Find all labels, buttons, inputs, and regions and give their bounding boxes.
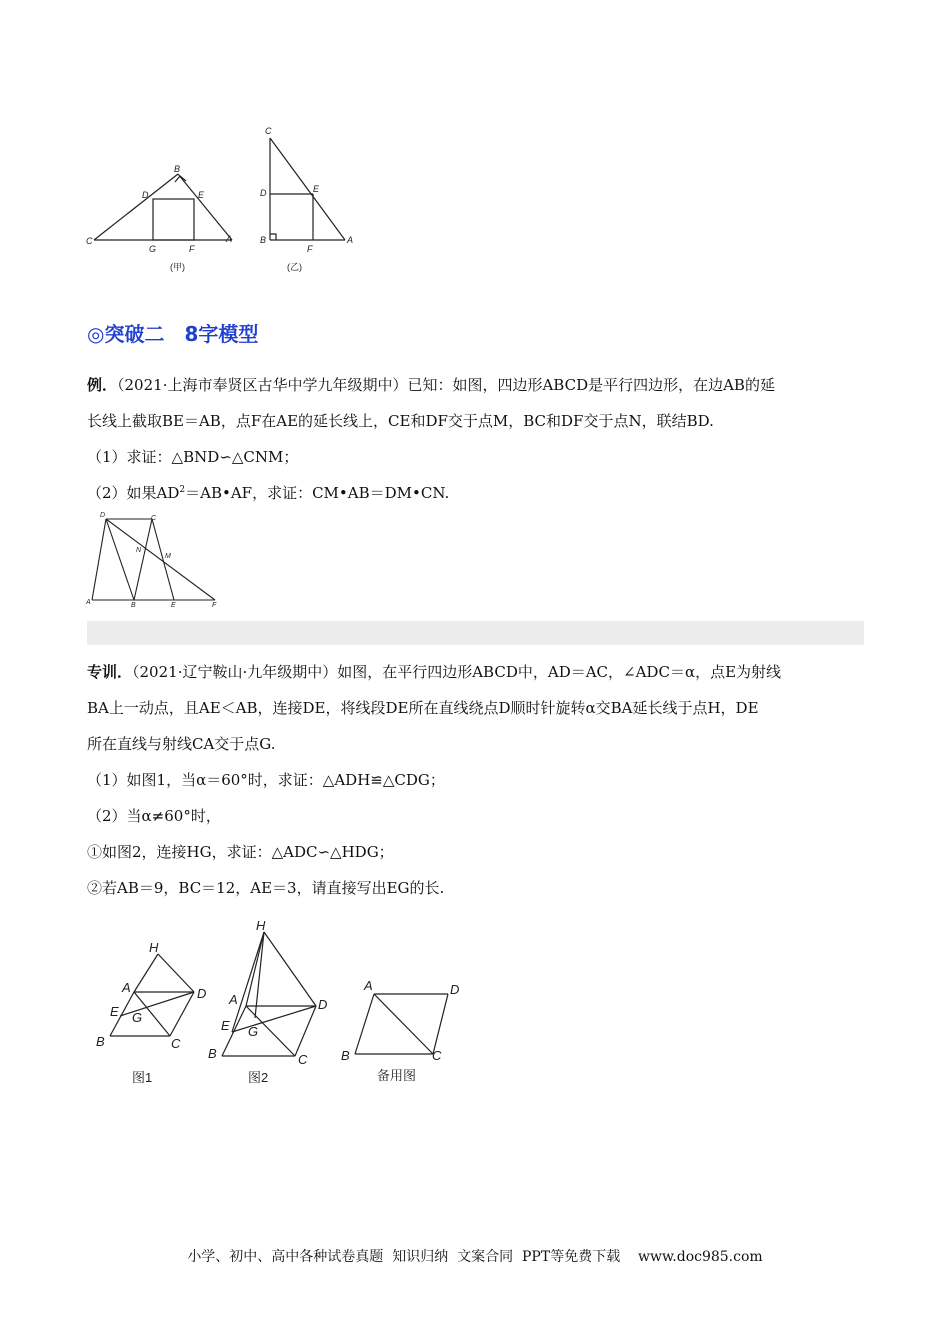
point-label: D: [197, 986, 207, 1001]
example-line-2: 长线上截取BE＝AB，点F在AE的延长线上，CE和DF交于点M，BC和DF交于点N，联结BD.: [87, 412, 714, 430]
separator-band: [87, 621, 864, 645]
point-label: A: [226, 234, 233, 244]
point-label: B: [96, 1034, 105, 1049]
training-line-2: BA上一动点，且AE＜AB，连接DE，将线段DE所在直线绕点D顺时针旋转α交BA延长线于点H，DE: [87, 699, 759, 717]
training-figure-3: [335, 970, 475, 1086]
point-label: B: [341, 1048, 350, 1063]
figure-caption: 图1: [132, 1070, 153, 1085]
point-label: M: [165, 553, 171, 560]
point-label: C: [432, 1048, 442, 1063]
point-label: E: [313, 184, 320, 194]
point-label: A: [364, 978, 373, 993]
point-label: E: [198, 190, 205, 200]
point-label: D: [142, 190, 149, 200]
point-label: C: [86, 236, 93, 246]
point-label: C: [298, 1052, 308, 1067]
training-line-1: [87, 661, 781, 682]
example-figure: [84, 508, 224, 612]
point-label: F: [189, 244, 195, 254]
example-q2-sup: 2: [179, 485, 186, 495]
training-line-3: 所在直线与射线CA交于点G.: [87, 735, 276, 753]
point-label: H: [149, 940, 159, 955]
point-label: E: [221, 1018, 230, 1033]
point-label: A: [122, 980, 131, 995]
point-label: H: [256, 918, 266, 933]
training-q2-1: ①如图2，连接HG，求证：△ADC∽△HDG；: [87, 843, 394, 861]
example-q1: （1）求证：△BND∽△CNM；: [87, 448, 299, 466]
training-q2-2: ②若AB＝9，BC＝12，AE＝3，请直接写出EG的长.: [87, 879, 445, 897]
figure-caption: 备用图: [377, 1068, 417, 1083]
point-label: D: [450, 982, 460, 997]
example-text-1: （2021·上海市奉贤区古华中学九年级期中）已知：如图，四边形ABCD是平行四边形，在边AB的延: [117, 376, 775, 394]
point-label: A: [229, 992, 238, 1007]
point-label: N: [136, 547, 142, 554]
page-footer: 小学、初中、高中各种试卷真题 知识归纳 文案合同 PPT等免费下载 www.doc985.com: [187, 1249, 763, 1265]
point-label: E: [171, 602, 176, 609]
point-label: B: [208, 1046, 217, 1061]
section-title: ◎突破二 8字模型: [87, 322, 259, 346]
point-label: A: [347, 235, 354, 245]
example-label: 例．: [87, 376, 118, 394]
point-label: B: [260, 235, 267, 245]
example-q2-a: （2）如果AD: [87, 484, 180, 502]
figure-caption: (甲): [170, 262, 185, 272]
point-label: G: [248, 1024, 259, 1039]
figure-caption: (乙): [287, 262, 302, 272]
point-label: B: [131, 602, 136, 609]
point-label: C: [265, 126, 272, 136]
training-q2: （2）当α≠60°时，: [87, 807, 221, 825]
example-q2: [87, 482, 449, 503]
point-label: A: [86, 599, 91, 606]
example-q2-b: ＝AB•AF，求证：CM•AB＝DM•CN.: [185, 484, 450, 502]
point-label: F: [212, 602, 217, 609]
point-label: B: [174, 164, 181, 174]
point-label: G: [132, 1010, 143, 1025]
example-line-1: [87, 374, 775, 395]
point-label: G: [149, 244, 157, 254]
training-label: 专训．: [87, 663, 133, 681]
point-label: E: [110, 1004, 119, 1019]
figure-caption: 图2: [248, 1070, 269, 1085]
point-label: F: [307, 244, 313, 254]
point-label: D: [260, 188, 267, 198]
training-text-1: （2021·辽宁鞍山·九年级期中）如图，在平行四边形ABCD中，AD＝AC，∠ADC＝α，点E为射线: [132, 663, 782, 681]
point-label: C: [151, 515, 157, 522]
point-label: C: [171, 1036, 181, 1051]
figure-jia: [80, 160, 250, 280]
figure-yi: [255, 124, 365, 280]
training-q1: （1）如图1，当α＝60°时，求证：△ADH≌△CDG；: [87, 771, 445, 789]
point-label: D: [100, 512, 106, 519]
training-figure-2: [200, 912, 340, 1088]
point-label: D: [318, 997, 328, 1012]
